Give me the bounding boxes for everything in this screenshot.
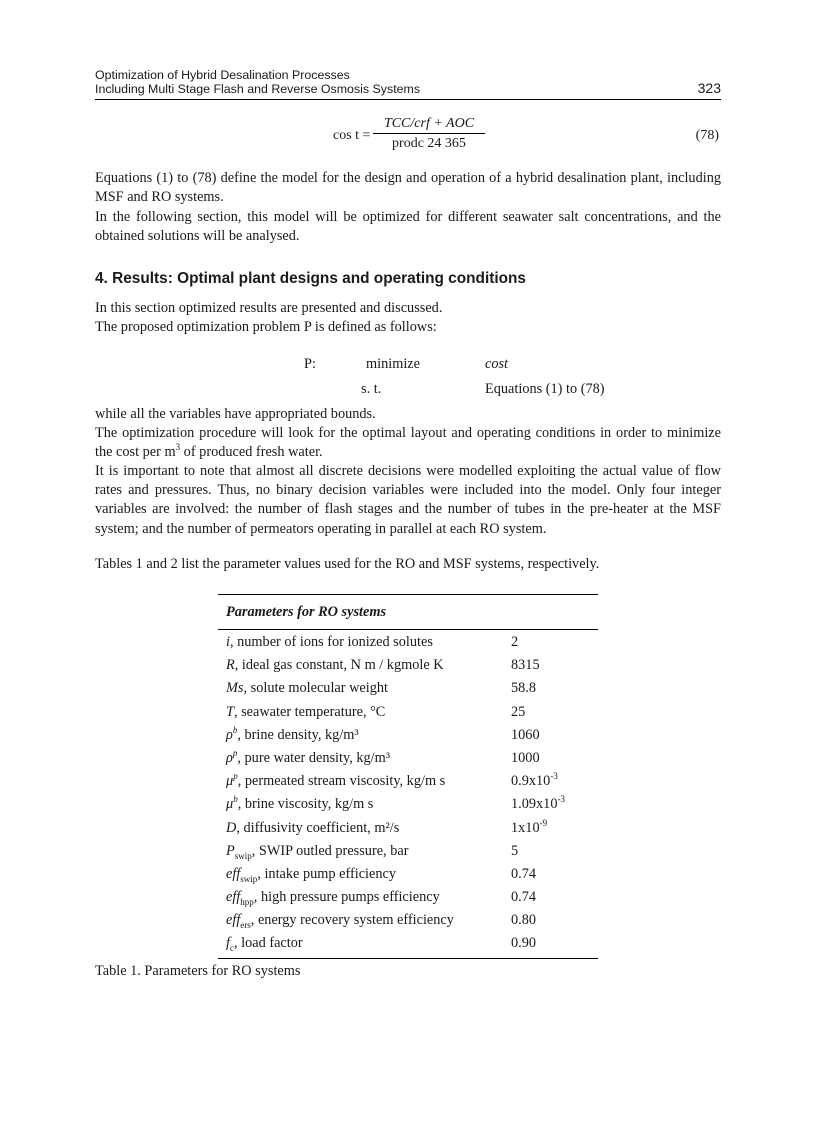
parameter-symbol-sup: b: [233, 794, 238, 805]
parameter-cell: [226, 863, 396, 886]
parameter-cell: [226, 817, 399, 840]
parameter-value: 0.74: [511, 865, 537, 882]
parameter-cell: [226, 631, 433, 654]
parameter-value: 0.90: [511, 935, 537, 952]
parameter-cell: [226, 909, 454, 932]
parameter-cell: [226, 770, 445, 793]
parameter-value-exponent: -3: [550, 771, 558, 782]
problem-subject-to: s. t.: [361, 381, 382, 397]
table-row: [218, 654, 598, 677]
table-row: [218, 724, 598, 747]
value-cell: [511, 770, 558, 793]
equation-78: [0, 116, 816, 160]
equation-denominator: prodc 24 365: [392, 136, 466, 151]
table-row: [218, 631, 598, 654]
parameter-description: , permeated stream viscosity, kg/m s: [237, 773, 446, 790]
parameter-value-exponent: -3: [557, 794, 565, 805]
header-title-line1: Optimization of Hybrid Desalination Processes: [95, 68, 350, 82]
parameter-description: , load factor: [233, 935, 303, 952]
table-row: [218, 840, 598, 863]
parameter-symbol: eff: [226, 865, 241, 882]
parameter-description: , ideal gas constant, N m / kgmole K: [234, 657, 444, 674]
parameter-symbol: P: [226, 842, 235, 859]
paragraph-bounds: while all the variables have appropriated bounds.: [95, 406, 376, 422]
value-cell: [511, 701, 525, 724]
parameter-symbol: f: [226, 935, 230, 952]
paragraph-tables-intro: Tables 1 and 2 list the parameter values used for the RO and MSF systems, respectively.: [95, 556, 600, 572]
paragraph-intro: In this section optimized results are presented and discussed.: [95, 300, 443, 316]
parameter-cell: [226, 654, 444, 677]
parameter-description: , diffusivity coefficient, m²/s: [236, 819, 400, 836]
parameter-value: 2: [511, 634, 519, 650]
table-row: [218, 817, 598, 840]
parameter-symbol-sup: p: [232, 748, 238, 759]
value-cell: [511, 631, 518, 654]
table-row: [218, 863, 598, 886]
parameter-symbol: eff: [226, 889, 241, 906]
parameter-symbol-sup: b: [232, 724, 238, 735]
parameter-description: , brine viscosity, kg/m s: [237, 796, 374, 813]
paragraph-model-definition: Equations (1) to (78) define the model for the design and operation of a hybrid desalination plant, including MSF and RO systems.: [95, 170, 721, 206]
parameter-symbol: ρ: [226, 749, 233, 766]
problem-constraints: Equations (1) to (78): [485, 381, 605, 397]
procedure-text-end: of produced fresh water.: [180, 444, 323, 461]
parameter-symbol-sup: p: [233, 771, 238, 782]
parameter-cell: [226, 932, 303, 955]
parameters-table: [218, 594, 598, 959]
parameter-value: 1060: [511, 726, 540, 743]
value-cell: [511, 817, 547, 840]
parameter-symbol-sub: swip: [234, 850, 252, 861]
parameter-value: 0.80: [511, 912, 537, 929]
parameter-description: , seawater temperature, °C: [233, 703, 386, 720]
parameter-cell: [226, 701, 385, 724]
parameter-description: , pure water density, kg/m³: [237, 749, 391, 766]
parameter-value: 0.9x10: [511, 773, 551, 790]
procedure-text: The optimization procedure will look for the optimal layout and operating conditions in order to minimize the cost per m: [95, 425, 721, 461]
parameter-cell: [226, 840, 408, 863]
header-title-line2: Including Multi Stage Flash and Reverse Osmosis Systems: [95, 82, 421, 96]
table-row: [218, 677, 598, 700]
parameter-symbol: D: [226, 819, 237, 836]
parameter-description: , intake pump efficiency: [257, 865, 396, 882]
section-heading: 4. Results: Optimal plant designs and operating conditions: [95, 270, 526, 287]
parameter-symbol-sub: ers: [240, 920, 251, 931]
parameter-symbol-sub: hpp: [240, 896, 254, 907]
paragraph-procedure: [95, 424, 721, 462]
value-cell: [511, 747, 540, 770]
table-body: [218, 630, 598, 959]
table-row: [218, 886, 598, 909]
value-cell: [511, 677, 536, 700]
value-cell: [511, 724, 540, 747]
parameter-value: 0.74: [511, 889, 537, 906]
table-row: [218, 909, 598, 932]
parameter-value-exponent: -9: [539, 817, 548, 828]
parameter-value: 1.09x10: [511, 796, 558, 813]
parameter-cell: [226, 747, 390, 770]
parameter-symbol: μ: [226, 773, 234, 790]
parameter-value: 8315: [511, 657, 540, 674]
value-cell: [511, 654, 540, 677]
equation-number: (78): [695, 128, 719, 143]
table-caption: Table 1. Parameters for RO systems: [95, 963, 301, 979]
parameter-cell: [226, 724, 359, 747]
parameter-description: , brine density, kg/m³: [237, 726, 359, 743]
parameter-cell: [226, 793, 373, 816]
equation-fraction: [373, 116, 485, 152]
parameter-symbol-sub: c: [229, 943, 234, 954]
parameter-symbol: R: [226, 657, 235, 674]
problem-label: P:: [304, 356, 316, 372]
paragraph-next-section: In the following section, this model will be optimized for different seawater salt concentrations, and the obtained solutions will be analysed.: [95, 209, 721, 245]
paragraph-discrete-decisions: It is important to note that almost all discrete decisions were modelled exploiting the actual value of flow rates and pressures. Thus, no binary decision variables were included into the model. Only four integer variables are involved: the number of flash stages and the number of tubes in the pre-heater at the MSF system; and the number of permeators operating in parallel at each RO system.: [95, 463, 721, 537]
parameter-value: 5: [511, 842, 519, 859]
equation-lhs: cos t =: [333, 128, 371, 143]
parameter-description: , energy recovery system efficiency: [250, 912, 454, 929]
value-cell: [511, 886, 536, 909]
parameter-value: 1x10: [511, 819, 540, 836]
problem-objective: cost: [485, 356, 509, 372]
parameter-description: , SWIP outled pressure, bar: [251, 842, 409, 859]
table-row: [218, 793, 598, 816]
procedure-superscript: 3: [175, 442, 181, 453]
value-cell: [511, 793, 565, 816]
table-row: [218, 932, 598, 955]
parameter-cell: [226, 677, 388, 700]
parameter-description: , solute molecular weight: [243, 680, 389, 697]
running-header: [95, 68, 721, 100]
parameter-description: , high pressure pumps efficiency: [253, 889, 440, 906]
paragraph-problem-def: The proposed optimization problem P is defined as follows:: [95, 319, 437, 335]
parameter-description: , number of ions for ionized solutes: [229, 634, 433, 650]
equation-numerator: TCC/crf + AOC: [373, 116, 485, 134]
parameter-symbol: T: [226, 703, 234, 720]
parameter-symbol: eff: [226, 912, 241, 929]
table-row: [218, 770, 598, 793]
value-cell: [511, 840, 518, 863]
parameter-value: 58.8: [511, 680, 537, 697]
parameter-symbol: μ: [226, 796, 234, 813]
table-row: [218, 747, 598, 770]
problem-minimize: minimize: [366, 356, 420, 372]
parameter-cell: [226, 886, 440, 909]
parameter-symbol: Ms: [226, 680, 244, 697]
parameter-value: 1000: [511, 749, 540, 766]
page-number: 323: [697, 80, 721, 96]
parameter-symbol: ρ: [226, 726, 233, 743]
value-cell: [511, 909, 536, 932]
value-cell: [511, 863, 536, 886]
parameter-value: 25: [511, 703, 526, 720]
parameter-symbol: i: [226, 634, 230, 650]
table-row: [218, 701, 598, 724]
parameter-symbol-sub: swip: [240, 873, 258, 884]
value-cell: [511, 932, 536, 955]
table-title: Parameters for RO systems: [218, 595, 598, 630]
